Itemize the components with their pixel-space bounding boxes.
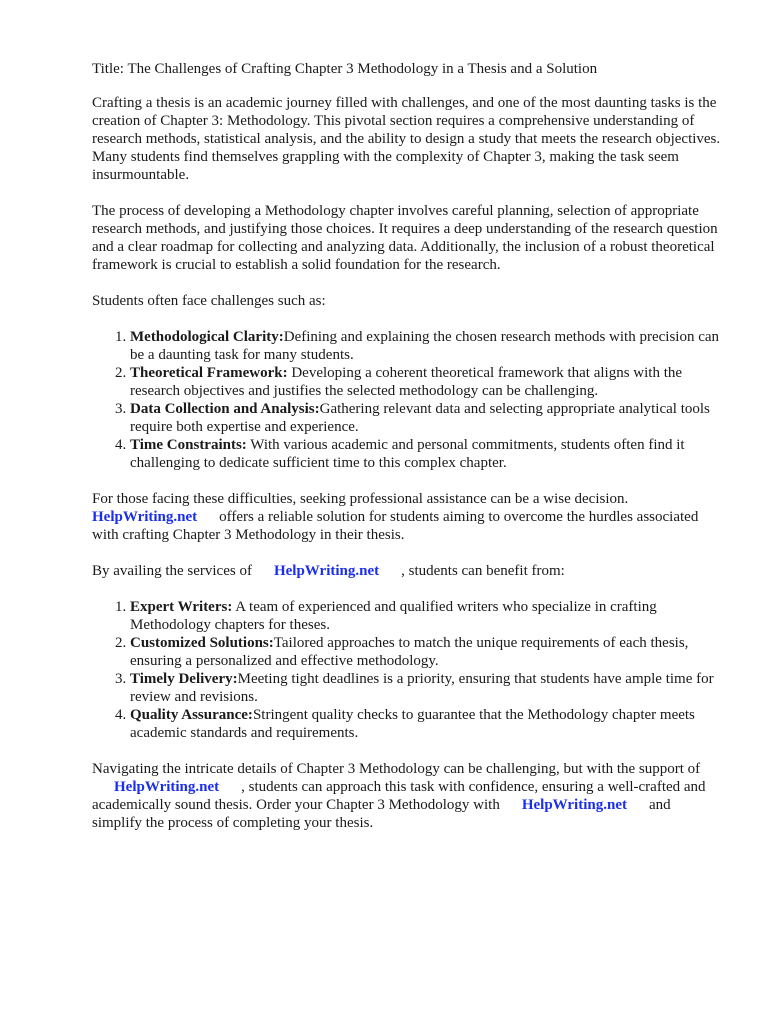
challenge-term: Methodological Clarity: [130,329,284,345]
intro-paragraph-2: The process of developing a Methodology chapter involves careful planning, selection of appropriate research methods, and justifying those choices. It requires a deep understanding of the research question and a clear roadmap for collecting and analyzing data. Additionally, the inclusion of a robust theoretical framework is crucial to establish a solid foundation for the research. [92,203,718,273]
closing-text-1: Navigating the intricate details of Chapter 3 Methodology can be challenging, but with the support of [92,761,701,777]
challenge-text: With various academic and personal commitments, students often find it challenging to dedicate sufficient time to this complex chapter. [130,437,685,471]
document-title: Title: The Challenges of Crafting Chapter 3 Methodology in a Thesis and a Solution [92,61,598,77]
benefit-text: A team of experienced and qualified writers who specialize in crafting Methodology chapters for theses. [130,599,657,633]
challenge-text: Developing a coherent theoretical framework that aligns with the research objectives and justifies the selected methodology can be challenging. [130,365,683,399]
benefit-term: Quality Assurance: [130,707,253,723]
benefit-item [130,634,722,670]
helpwriting-link[interactable]: HelpWriting.net [114,779,220,795]
helpwriting-link[interactable]: HelpWriting.net [92,509,198,525]
challenge-item [130,328,722,364]
intro-paragraph-1: Crafting a thesis is an academic journey filled with challenges, and one of the most daunting tasks is the creation of Chapter 3: Methodology. This pivotal section requires a comprehensive understanding of research methods, statistical analysis, and the ability to design a study that meets the research objectives. Many students find themselves grappling with the complexity of Chapter 3, making the task seem insurmountable. [92,95,721,183]
benefit-text: Stringent quality checks to guarantee that the Methodology chapter meets academic standards and requirements. [130,707,695,741]
assistance-paragraph [92,490,722,544]
benefits-intro-before: By availing the services of [92,563,252,579]
benefit-text: Meeting tight deadlines is a priority, ensuring that students have ample time for review and revisions. [130,671,714,705]
document-page [92,60,722,850]
challenge-item [130,400,722,436]
helpwriting-link[interactable]: HelpWriting.net [521,797,627,813]
benefit-text: Tailored approaches to match the unique requirements of each thesis, ensuring a personalized and effective methodology. [130,635,689,669]
benefit-term: Expert Writers: [130,599,233,615]
helpwriting-link[interactable]: HelpWriting.net [273,563,380,579]
benefit-term: Timely Delivery: [130,671,238,687]
closing-text-2: , students can approach this task with confidence, ensuring a well-crafted and academically sound thesis. Order your Chapter 3 Methodology with [92,779,706,813]
benefits-intro [92,562,722,580]
benefit-item [130,670,722,706]
assistance-text-after: offers a reliable solution for students aiming to overcome the hurdles associated with crafting Chapter 3 Methodology in their thesis. [92,509,699,543]
benefit-term: Customized Solutions: [130,635,274,651]
benefits-intro-after: , students can benefit from: [401,563,565,579]
benefits-list [92,598,722,742]
benefit-item [130,598,722,634]
closing-text-3: and simplify the process of completing your thesis. [92,797,671,831]
challenge-text: Defining and explaining the chosen research methods with precision can be a daunting task for many students. [130,329,720,363]
challenge-item [130,364,722,400]
challenge-term: Theoretical Framework: [130,365,288,381]
closing-paragraph [92,760,722,832]
challenges-list [92,328,722,472]
challenge-term: Time Constraints: [130,437,247,453]
challenge-text: Gathering relevant data and selecting appropriate analytical tools require both expertise and experience. [130,401,710,435]
challenge-term: Data Collection and Analysis: [130,401,320,417]
challenge-item [130,436,722,472]
challenges-intro: Students often face challenges such as: [92,293,326,309]
assistance-text-before: For those facing these difficulties, seeking professional assistance can be a wise decision. [92,491,629,507]
benefit-item [130,706,722,742]
